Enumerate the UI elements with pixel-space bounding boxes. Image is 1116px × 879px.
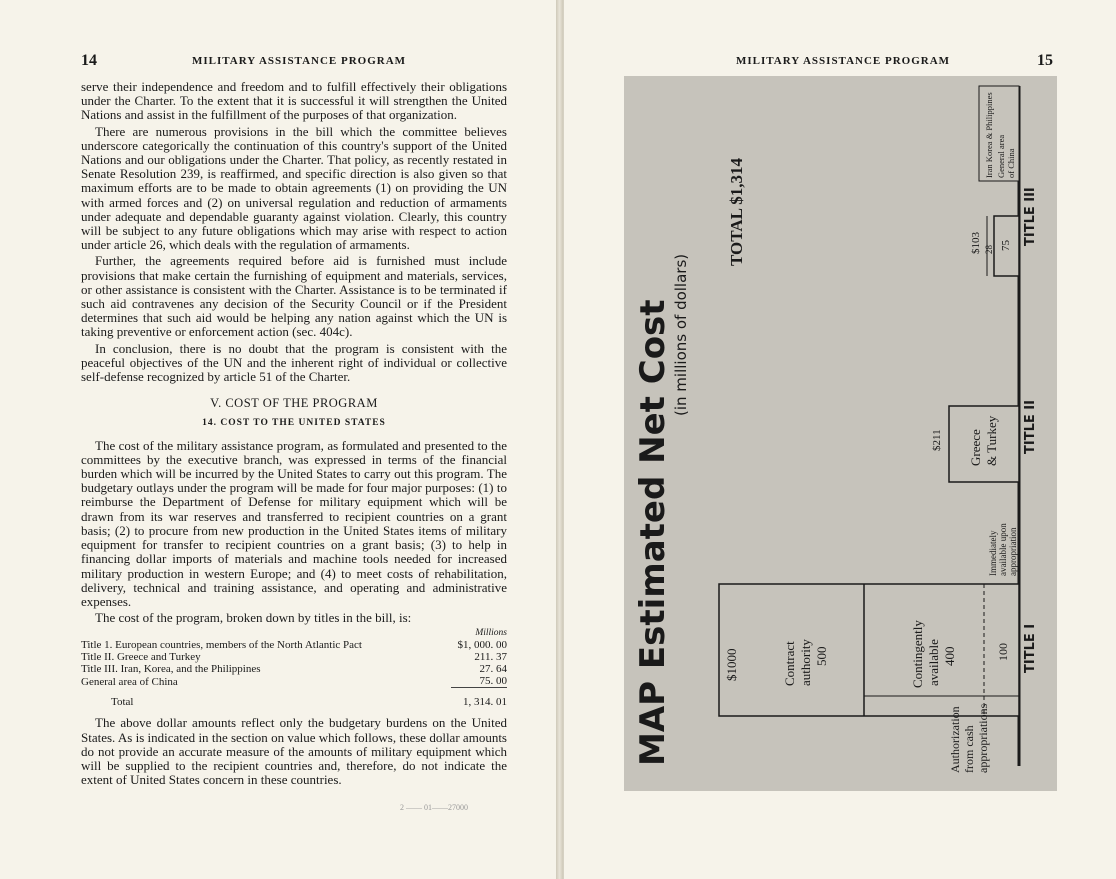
category-label: TITLE III — [1023, 187, 1038, 246]
annotation: of China — [1006, 148, 1016, 178]
left-page-number: 14 — [81, 52, 97, 69]
table-row — [81, 675, 507, 688]
segment-label: 500 — [814, 646, 829, 666]
annotation: Immediately — [988, 530, 998, 576]
right-running-head: MILITARY ASSISTANCE PROGRAM — [736, 55, 951, 67]
annotation: appropriation — [1008, 527, 1018, 576]
table-row-amount: 211. 37 — [474, 651, 507, 664]
left-running-head: MILITARY ASSISTANCE PROGRAM — [192, 55, 407, 67]
paragraph: serve their independence and freedom and to fulfill effectively their obligations under the Charter. To the extent that it is successful it will strengthen the United Nations and assist in the fulfillment of the purposes of that organization. — [81, 79, 507, 123]
right-page-number: 15 — [1037, 52, 1053, 69]
annotation: Iran Korea & Philippines — [984, 92, 994, 178]
annotation: appropriations — [976, 703, 990, 773]
segment-label: Greece — [968, 429, 983, 466]
category-label: TITLE I — [1023, 623, 1038, 673]
paragraph: The cost of the program, broken down by titles in the bill, is: — [95, 610, 412, 626]
table-row-amount: 75. 00 — [479, 675, 507, 688]
annotation: General area — [996, 134, 1006, 178]
segment-label: & Turkey — [984, 415, 999, 466]
bar-value-label: $103 — [970, 232, 982, 254]
table-total-row — [81, 688, 507, 709]
chart-total-label: TOTAL $1,314 — [727, 157, 746, 266]
segment-label: Contract — [782, 641, 797, 686]
paragraph: Further, the agreements required before aid is furnished must include provisions that make certain the furnishing of equipment and materials, services, or other assistance is consistent with the Charter. Assistance is to be terminated if such aid contravenes any decision of the Security Council or if the President determines that such aid would be helping any nation against which the UN is taking preventive or enforcement action (sec. 404c). — [81, 253, 507, 340]
annotation: available upon — [998, 523, 1008, 576]
table-unit-label: Millions — [475, 628, 507, 639]
table-total-label: Total — [111, 696, 134, 709]
cost-chart — [624, 76, 1057, 791]
left-body-text — [81, 80, 507, 789]
annotation: from cash — [962, 725, 976, 773]
chart-title: MAP Estimated Net Cost — [633, 299, 673, 766]
annotation: Authorization — [948, 706, 962, 773]
section-heading: V. COST OF THE PROGRAM — [210, 396, 378, 411]
segment-label: 100 — [996, 643, 1010, 661]
cost-table — [81, 627, 507, 708]
table-row-label: Title 1. European countries, members of the North Atlantic Pact — [81, 639, 362, 652]
segment-label: authority — [798, 639, 813, 686]
chart-panel — [624, 76, 1057, 791]
paragraph: In conclusion, there is no doubt that the program is consistent with the peaceful objectives of the UN and the inherent right of individual or collective self-defense recognized by article 51 of the Charter. — [81, 340, 507, 385]
segment-label: 75 — [1000, 240, 1012, 251]
table-row-label: Title II. Greece and Turkey — [81, 651, 201, 664]
table-total-amount: 1, 314. 01 — [451, 688, 507, 709]
bar-value-label: $1000 — [724, 648, 739, 681]
footer-mark: 2 —— 01——27000 — [400, 803, 468, 812]
category-label: TITLE II — [1023, 400, 1038, 454]
segment-label: 400 — [942, 646, 957, 666]
paragraph: The cost of the military assistance program, as formulated and presented to the committees by the executive branch, was expressed in terms of the financial burden which will be incurred by the United States to carry out this program. The budgetary outlays under the program will be made for four major purposes: (1) to reimburse the Department of Defense for military equipment which will be drawn from its war reserves and transferred to recipient countries on a grant basis; (2) to procure from new production in the United States items of military equipment for transfer to recipient countries on a grant basis; (3) to help in financing dollar imports of materials and machine tools needed for increased military production in western Europe; and (4) to meet costs of rehabilitation, delivery, technical and training assistance, and operating and administrative expenses. — [81, 437, 507, 609]
segment-label: available — [926, 639, 941, 686]
left-page — [0, 0, 557, 879]
paragraph: There are numerous provisions in the bill which the committee believes underscore categorically the continuation of this country's support of the United Nations and our obligations under the Charter. That policy, as recently restated in Senate Resolution 239, is reaffirmed, and specific direction is also given so that maximum efforts are to be made to obtain agreements (1) on providing the UN with armed forces and (2) on universal regulation and reduction of armaments under adequate and dependable guaranty against violation. Clearly, this country will be subject to any future obligations which may arise with respect to action under article 26, which deals with the regulation of armaments. — [81, 123, 507, 253]
paragraph: The above dollar amounts reflect only the budgetary burdens on the United States. As is indicated in the section on value which follows, these dollar amounts do not provide an accurate measure of the amounts of military equipment which will be supplied to the recipient countries and, therefore, do not indicate the extent of United States concern in these countries. — [81, 715, 507, 788]
table-row-amount: $1, 000. 00 — [457, 639, 507, 652]
chart-subtitle: (in millions of dollars) — [672, 253, 690, 416]
segment-label: 28 — [984, 245, 994, 254]
segment-label: Contingently — [910, 620, 925, 688]
sub-heading: 14. COST TO THE UNITED STATES — [202, 418, 386, 429]
table-row — [81, 639, 507, 651]
table-row-amount: 27. 64 — [479, 663, 507, 676]
table-row-label: General area of China — [81, 675, 178, 688]
table-row — [81, 651, 507, 663]
table-row — [81, 663, 507, 675]
bar-value-label: $211 — [931, 429, 943, 451]
book-gutter — [556, 0, 563, 879]
table-row-label: Title III. Iran, Korea, and the Philippines — [81, 663, 261, 676]
